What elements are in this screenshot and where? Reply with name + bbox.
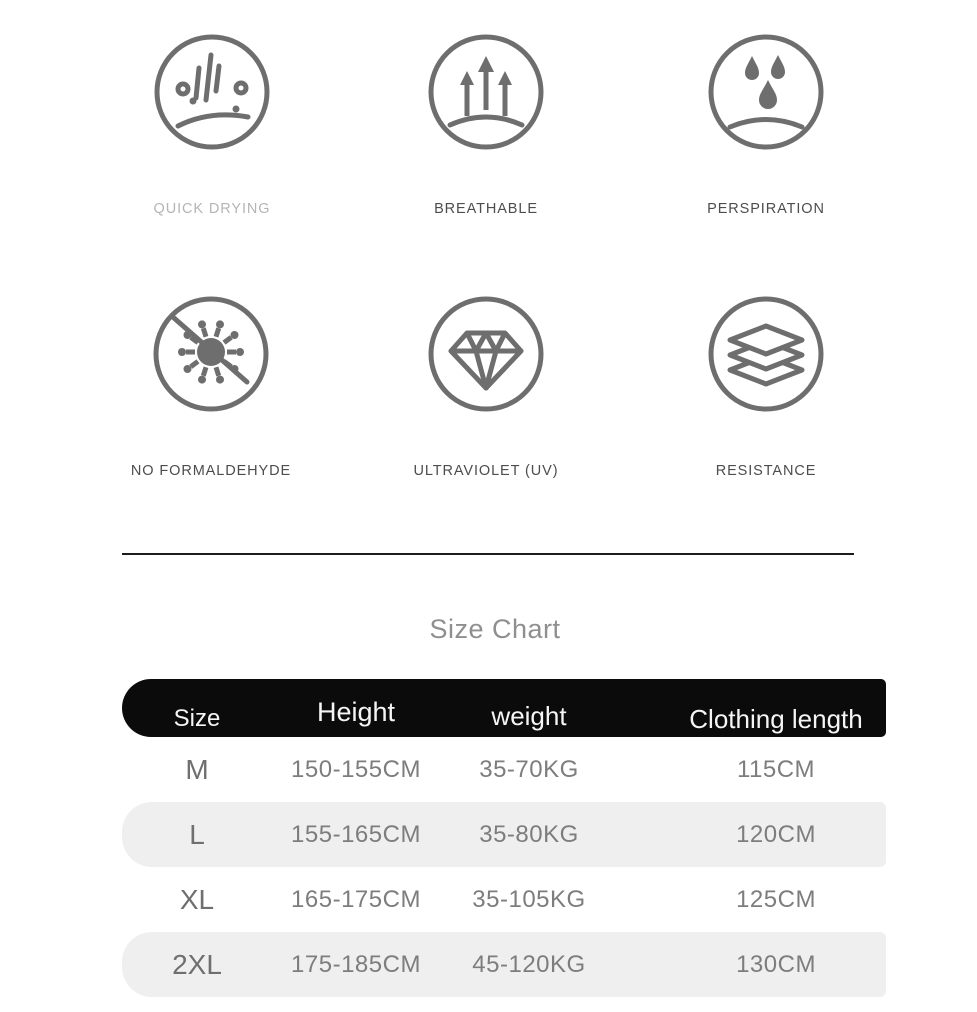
weight-cell: 35-80KG bbox=[479, 820, 579, 848]
feature-breathable bbox=[356, 32, 616, 217]
size-cell: XL bbox=[179, 883, 215, 915]
feature-label: BREATHABLE bbox=[434, 201, 538, 217]
feature-label: NO FORMALDEHYDE bbox=[130, 463, 292, 479]
feature-perspiration bbox=[636, 32, 896, 217]
feature-label: RESISTANCE bbox=[715, 463, 817, 479]
table-row-l bbox=[122, 802, 886, 867]
height-cell: 165-175CM bbox=[291, 885, 421, 913]
size-cell: M bbox=[185, 753, 209, 785]
table-row-xl bbox=[122, 867, 886, 932]
feature-label: QUICK DRYING bbox=[153, 201, 271, 217]
clothing-length-cell: 125CM bbox=[736, 885, 816, 913]
size-cell: L bbox=[189, 818, 205, 850]
section-divider bbox=[122, 553, 854, 555]
clothing-length-cell: 120CM bbox=[736, 820, 816, 848]
size-chart-table bbox=[122, 679, 886, 997]
weight-cell: 45-120KG bbox=[472, 950, 586, 978]
feature-no-formaldehyde bbox=[81, 294, 341, 479]
quick-drying-icon bbox=[152, 32, 272, 152]
breathable-icon bbox=[426, 32, 546, 152]
height-cell: 175-185CM bbox=[291, 950, 421, 978]
table-row-m bbox=[122, 737, 886, 802]
weight-cell: 35-105KG bbox=[472, 885, 586, 913]
clothing-length-cell: 130CM bbox=[736, 950, 816, 978]
size-cell: 2XL bbox=[172, 948, 222, 980]
column-header-clothing-length: Clothing length bbox=[689, 703, 863, 734]
ultraviolet-icon bbox=[426, 294, 546, 414]
feature-label: ULTRAVIOLET (UV) bbox=[413, 463, 559, 479]
feature-ultraviolet bbox=[356, 294, 616, 479]
feature-label: PERSPIRATION bbox=[707, 201, 825, 217]
height-cell: 155-165CM bbox=[291, 820, 421, 848]
perspiration-icon bbox=[706, 32, 826, 152]
height-cell: 150-155CM bbox=[291, 755, 421, 783]
size-chart-title: Size Chart bbox=[429, 614, 561, 644]
table-row-2xl bbox=[122, 932, 886, 997]
table-header bbox=[122, 679, 886, 737]
column-header-height: Height bbox=[316, 696, 396, 727]
no-formaldehyde-icon bbox=[151, 294, 271, 414]
column-header-weight: weight bbox=[491, 700, 567, 731]
feature-quick-drying bbox=[82, 32, 342, 217]
column-header-size: Size bbox=[173, 705, 221, 732]
feature-resistance bbox=[636, 294, 896, 479]
clothing-length-cell: 115CM bbox=[736, 755, 816, 783]
weight-cell: 35-70KG bbox=[479, 755, 579, 783]
resistance-icon bbox=[706, 294, 826, 414]
